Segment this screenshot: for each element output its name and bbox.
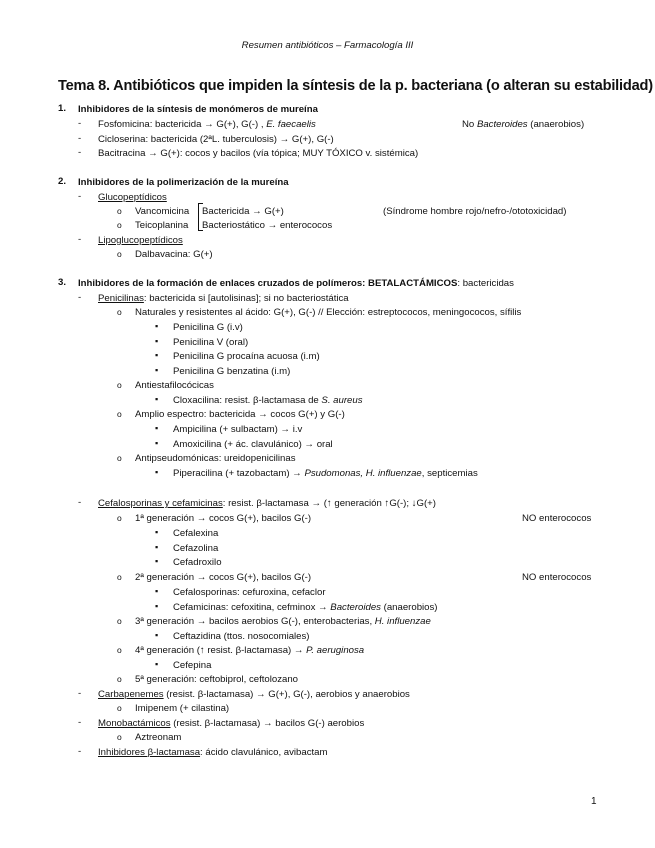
- penicilina-g-procaina: Penicilina G procaína acuosa (i.m): [173, 351, 320, 362]
- square-bullet: ▪: [155, 601, 159, 611]
- penicilina-v: Penicilina V (oral): [173, 337, 249, 348]
- gen4-line: [135, 644, 364, 657]
- note-italic: Bacteroides: [476, 119, 528, 130]
- gen3-italic: H. influenzae: [374, 616, 431, 627]
- dash-bullet: -: [78, 147, 82, 158]
- penicilinas-desc: : bactericida si [autolisinas]; si no bacteriostática: [143, 293, 349, 304]
- penicilina-g: Penicilina G (i.v): [173, 322, 243, 333]
- antiestafilococicas-line: Antiestafilocócicas: [135, 380, 214, 391]
- circle-bullet: o: [117, 674, 122, 684]
- square-bullet: ▪: [155, 659, 159, 669]
- page-header: Resumen antibióticos – Farmacología III: [241, 40, 414, 51]
- vancomicina-effect: Bactericida → G(+): [202, 206, 284, 217]
- square-bullet: ▪: [155, 467, 159, 477]
- square-bullet: ▪: [155, 423, 159, 433]
- cefalosporinas-gen2: Cefalosporinas: cefuroxina, cefaclor: [173, 587, 326, 598]
- gen4-text: 4ª generación (↑ resist. β-lactamasa) →: [135, 645, 307, 656]
- monobactamicos-label: Monobactámicos: [98, 718, 171, 729]
- piperacilina-line: [173, 467, 478, 480]
- dash-bullet: -: [78, 746, 82, 757]
- aztreonam: Aztreonam: [135, 732, 182, 743]
- glucopeptidicos-label: Glucopeptídicos: [98, 192, 167, 203]
- dash-bullet: -: [78, 688, 82, 699]
- penicilinas-label: Penicilinas: [98, 293, 144, 304]
- circle-bullet: o: [117, 249, 122, 259]
- cefamicinas-text: Cefamicinas: cefoxitina, cefminox →: [173, 602, 331, 613]
- fosfomicina-italic: E. faecaelis: [266, 119, 316, 130]
- cefepina: Cefepina: [173, 660, 212, 671]
- piperacilina-suffix: , septicemias: [421, 468, 478, 479]
- square-bullet: ▪: [155, 556, 159, 566]
- gen2-note: NO enterococos: [522, 572, 592, 583]
- gen1-line: 1ª generación → cocos G(+), bacilos G(-): [135, 513, 312, 524]
- section-1-number: 1.: [58, 103, 67, 114]
- inhibidores-desc: : ácido clavulánico, avibactam: [200, 747, 328, 758]
- circle-bullet: o: [117, 703, 122, 713]
- circle-bullet: o: [117, 206, 122, 216]
- circle-bullet: o: [117, 409, 122, 419]
- inhibidores-line: [98, 746, 328, 759]
- cefalosporinas-label: Cefalosporinas y cefamicinas: [98, 498, 223, 509]
- square-bullet: ▪: [155, 527, 159, 537]
- dalbavacina-line: Dalbavacina: G(+): [135, 249, 213, 260]
- ceftazidina: Ceftazidina (ttos. nosocomiales): [173, 631, 310, 642]
- dash-bullet: -: [78, 133, 82, 144]
- cloxacilina-line: [173, 394, 363, 407]
- circle-bullet: o: [117, 453, 122, 463]
- circle-bullet: o: [117, 513, 122, 523]
- cefalexina: Cefalexina: [173, 528, 219, 539]
- inhibidores-label: Inhibidores β-lactamasa: [98, 747, 201, 758]
- dash-bullet: -: [78, 292, 82, 303]
- gen3-text: 3ª generación → bacilos aerobios G(-), enterobacterias,: [135, 616, 375, 627]
- carbapenemes-label: Carbapenemes: [98, 689, 164, 700]
- cloxacilina-text: Cloxacilina: resist. β-lactamasa de: [173, 395, 322, 406]
- dash-bullet: -: [78, 717, 82, 728]
- antipseudomonicas-line: Antipseudomónicas: ureidopenicilinas: [135, 453, 296, 464]
- gen5-line: 5ª generación: ceftobiprol, ceftolozano: [135, 674, 299, 685]
- piperacilina-italic: Psudomonas, H. influenzae: [304, 468, 422, 479]
- cefalosporinas-desc: : resist. β-lactamasa → (↑ generación ↑G(-); ↓G(+): [222, 498, 436, 509]
- cefadroxilo: Cefadroxilo: [173, 557, 222, 568]
- imipenem: Imipenem (+ cilastina): [135, 703, 230, 714]
- circle-bullet: o: [117, 380, 122, 390]
- heading-bold-text: BETALACTÁMICOS: [368, 278, 458, 289]
- fosfomicina-text: Fosfomicina: bactericida → G(+), G(-) ,: [98, 119, 267, 130]
- circle-bullet: o: [117, 645, 122, 655]
- naturales-line: Naturales y resistentes al ácido: G(+), G(-) // Elección: estreptococos, meningococos, sífilis: [135, 307, 522, 318]
- dash-bullet: -: [78, 234, 82, 245]
- square-bullet: ▪: [155, 336, 159, 346]
- monobactamicos-desc: (resist. β-lactamasa) → bacilos G(-) aerobios: [170, 718, 365, 729]
- page-title: Tema 8. Antibióticos que impiden la síntesis de la p. bacteriana (o alteran su estabilidad): [58, 78, 653, 94]
- lipoglucopeptidicos-label: Lipoglucopeptídicos: [98, 235, 183, 246]
- amplio-espectro-line: Amplio espectro: bactericida → cocos G(+) y G(-): [135, 409, 345, 420]
- heading-text: Inhibidores de la formación de enlaces cruzados de polímeros:: [78, 278, 369, 289]
- monobactamicos-line: [98, 717, 364, 730]
- square-bullet: ▪: [155, 321, 159, 331]
- amoxicilina-line: Amoxicilina (+ ác. clavulánico) → oral: [173, 439, 333, 450]
- dash-bullet: -: [78, 191, 82, 202]
- heading-suffix: : bactericidas: [457, 278, 514, 289]
- square-bullet: ▪: [155, 630, 159, 640]
- square-bullet: ▪: [155, 365, 159, 375]
- circle-bullet: o: [117, 220, 122, 230]
- fosfomicina-note: [462, 118, 584, 131]
- cefazolina: Cefazolina: [173, 543, 219, 554]
- section-1-heading: Inhibidores de la síntesis de monómeros de mureína: [78, 104, 318, 115]
- cefamicinas-line: [173, 601, 438, 614]
- vancomicina-label: Vancomicina: [135, 206, 190, 217]
- gen3-line: [135, 615, 431, 628]
- bacitracina-line: Bacitracina → G(+): cocos y bacilos (vía tópica; MUY TÓXICO v. sistémica): [98, 148, 419, 159]
- penicilinas-line: [98, 292, 349, 305]
- note-text: No: [462, 119, 477, 130]
- gen2-line: 2ª generación → cocos G(+), bacilos G(-): [135, 572, 312, 583]
- note-text: (anaerobios): [527, 119, 585, 130]
- carbapenemes-desc: (resist. β-lactamasa) → G(+), G(-), aerobios y anaerobios: [163, 689, 410, 700]
- cefamicinas-suffix: (anaerobios): [380, 602, 438, 613]
- teicoplanina-effect: Bacteriostático → enterococos: [202, 220, 333, 231]
- fosfomicina-line: [98, 118, 316, 131]
- section-2-number: 2.: [58, 176, 67, 187]
- dash-bullet: -: [78, 497, 82, 508]
- page-number: 1: [591, 796, 597, 807]
- piperacilina-text: Piperacilina (+ tazobactam) →: [173, 468, 305, 479]
- square-bullet: ▪: [155, 438, 159, 448]
- square-bullet: ▪: [155, 542, 159, 552]
- ampicilina-line: Ampicilina (+ sulbactam) → i.v: [173, 424, 303, 435]
- cloxacilina-italic: S. aureus: [321, 395, 363, 406]
- section-2-heading: Inhibidores de la polimerización de la mureína: [78, 177, 289, 188]
- cicloserina-line: Cicloserina: bactericida (2ªL. tuberculosis) → G(+), G(-): [98, 134, 334, 145]
- circle-bullet: o: [117, 732, 122, 742]
- teicoplanina-label: Teicoplanina: [135, 220, 189, 231]
- dash-bullet: -: [78, 118, 82, 129]
- gen4-italic: P. aeruginosa: [306, 645, 365, 656]
- cefamicinas-italic: Bacteroides: [330, 602, 381, 613]
- section-3-number: 3.: [58, 277, 67, 288]
- circle-bullet: o: [117, 307, 122, 317]
- circle-bullet: o: [117, 616, 122, 626]
- cefalosporinas-line: [98, 497, 436, 510]
- carbapenemes-line: [98, 688, 410, 701]
- square-bullet: ▪: [155, 350, 159, 360]
- penicilina-g-benzatina: Penicilina G benzatina (i.m): [173, 366, 291, 377]
- section-3-heading: [78, 277, 514, 290]
- gen1-note: NO enterococos: [522, 513, 592, 524]
- circle-bullet: o: [117, 572, 122, 582]
- glucopeptide-note: (Síndrome hombre rojo/nefro-/ototoxicidad): [383, 206, 567, 217]
- square-bullet: ▪: [155, 586, 159, 596]
- square-bullet: ▪: [155, 394, 159, 404]
